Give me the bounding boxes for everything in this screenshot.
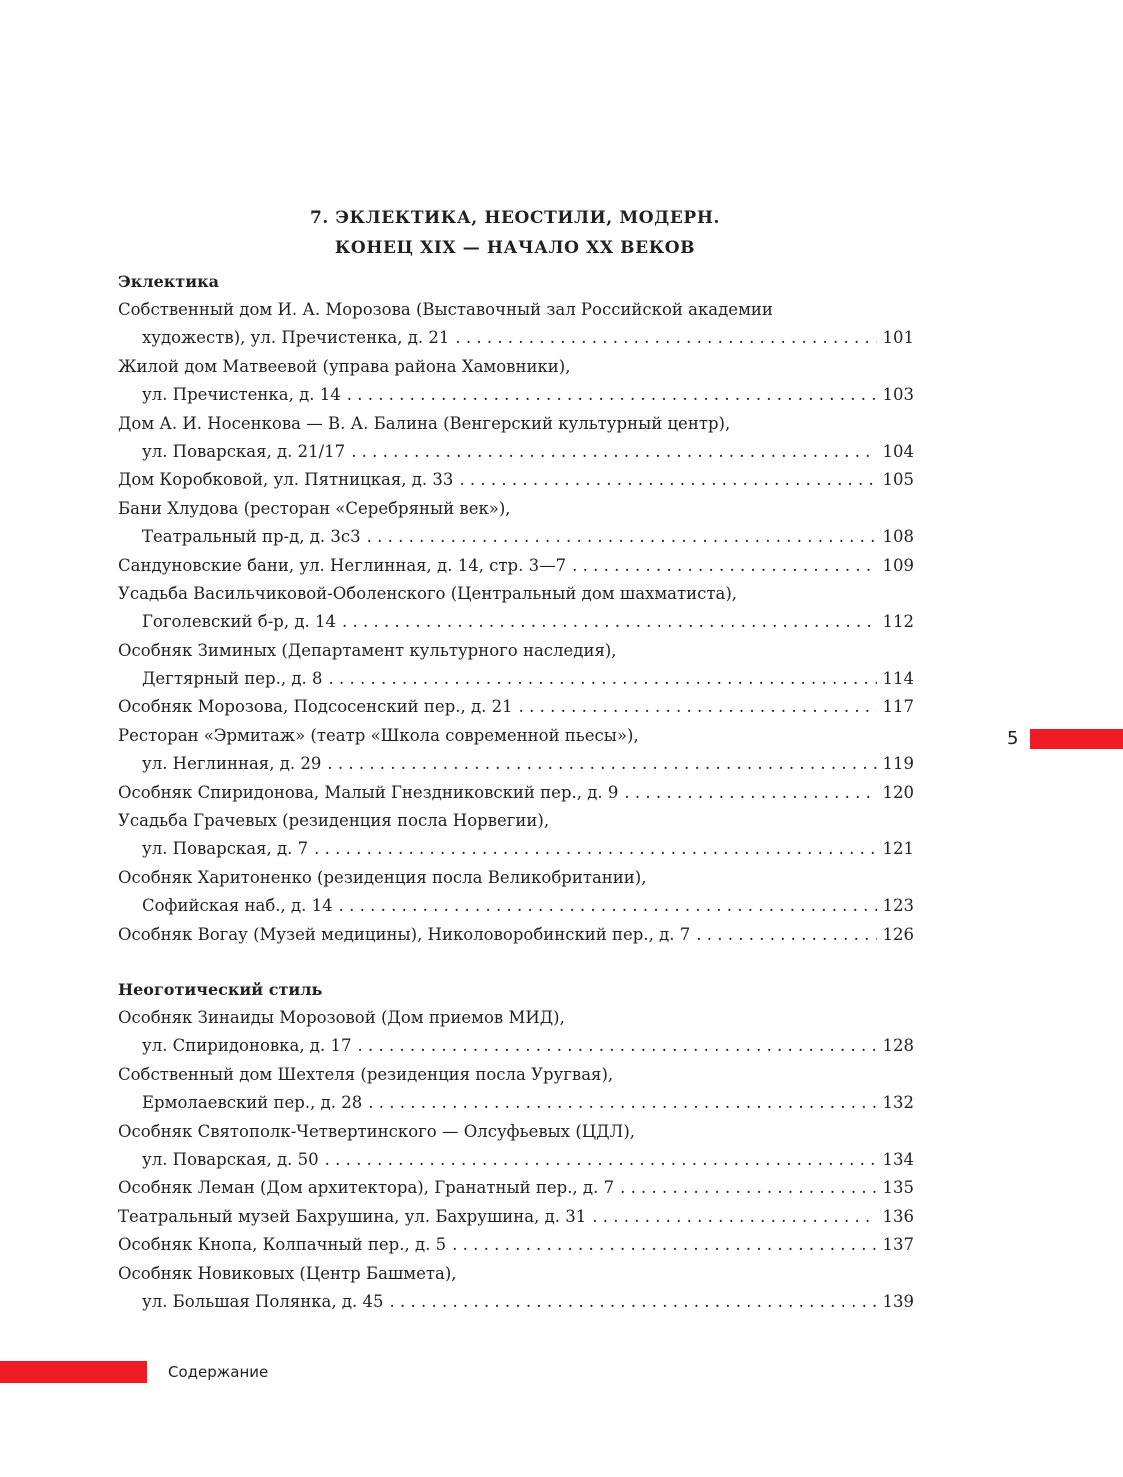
toc-entry-text: Особняк Спиридонова, Малый Гнездниковский пер., д. 9 [118,782,619,802]
toc-entry-title-line: Жилой дом Матвеевой (управа района Хамовники), [118,356,571,376]
toc-entry-leader-line [118,466,914,494]
dot-leader [367,523,877,551]
dot-leader [390,1288,877,1316]
chapter-title-line-1: 7. ЭКЛЕКТИКА, НЕОСТИЛИ, МОДЕРН. [309,208,721,228]
toc-entry-leader-line [118,892,914,920]
chapter-title [0,203,1030,263]
toc-entry-title-line: Бани Хлудова (ресторан «Серебряный век»), [118,498,511,518]
toc-entry[interactable] [118,1174,914,1202]
toc-entry-text: ул. Поварская, д. 21/17 [142,441,346,461]
toc-entry-title-line: Усадьба Васильчиковой-Оболенского (Центральный дом шахматиста), [118,583,738,603]
dot-leader [592,1203,876,1231]
dot-leader [329,665,877,693]
toc-entry-leader-line [118,1146,914,1174]
dot-leader [519,693,877,721]
toc-page-number: 117 [882,697,914,717]
toc-page-number: 121 [882,839,914,859]
dot-leader [368,1089,876,1117]
toc-entry[interactable] [118,296,914,353]
toc-entry[interactable] [118,921,914,949]
toc-page-number: 105 [882,470,914,490]
toc-entry-title-line: Собственный дом И. А. Морозова (Выставочный зал Российской академии [118,300,773,319]
toc-entry[interactable] [118,353,914,410]
toc-entry-leader-line [118,1288,914,1316]
chapter-title-line-2: КОНЕЦ XIX — НАЧАЛО XX ВЕКОВ [334,238,696,258]
toc-entry[interactable] [118,1118,914,1175]
toc-entry-title-line: Особняк Харитоненко (резиденция посла Великобритании), [118,867,647,887]
toc-entry-text: Особняк Морозова, Подсосенский пер., д. 21 [118,697,513,717]
dot-leader [455,324,876,352]
toc-page-number: 103 [882,385,914,405]
toc-entry-leader-line [118,552,914,580]
toc-page-number: 114 [882,669,914,689]
toc-entry[interactable] [118,1061,914,1118]
toc-entry-leader-line [118,779,914,807]
toc-page-number: 101 [882,328,914,348]
dot-leader [325,1146,877,1174]
dot-leader [357,1032,876,1060]
toc-entry[interactable] [118,1231,914,1259]
toc-entry[interactable] [118,637,914,694]
toc-entry[interactable] [118,580,914,637]
toc-entry-text: Сандуновские бани, ул. Неглинная, д. 14, стр. 3—7 [118,555,567,575]
toc-entry-leader-line [118,835,914,863]
dot-leader [624,779,876,807]
toc-entry-text: Особняк Вогау (Музей медицины), Николоворобинский пер., д. 7 [118,924,691,944]
toc-page-number: 120 [882,782,914,802]
toc-entry-leader-line [118,1032,914,1060]
dot-leader [572,552,876,580]
dot-leader [339,892,877,920]
toc-entry[interactable] [118,1203,914,1231]
toc-entry-leader-line [118,665,914,693]
toc-entry[interactable] [118,722,914,779]
toc-entry-text: Дом Коробковой, ул. Пятницкая, д. 33 [118,470,454,490]
toc-page-number: 136 [882,1206,914,1226]
toc-entry-leader-line [118,324,914,352]
dot-leader [459,466,876,494]
toc-page-number: 108 [882,527,914,547]
toc-entry[interactable] [118,693,914,721]
page-number: 5 [1007,728,1019,749]
toc-entry-leader-line [118,1231,914,1259]
toc-entry-text: художеств), ул. Пречистенка, д. 21 [142,328,450,348]
toc-entry-title-line: Особняк Зинаиды Морозовой (Дом приемов МИД), [118,1007,565,1027]
toc-page-number: 132 [882,1093,914,1113]
toc-page-number: 128 [882,1036,914,1056]
toc-page-number: 139 [882,1291,914,1311]
toc-entry-text: Особняк Леман (Дом архитектора), Гранатный пер., д. 7 [118,1178,615,1198]
toc-entry-title-line: Собственный дом Шехтеля (резиденция посла Уругвая), [118,1064,614,1084]
toc-entry[interactable] [118,779,914,807]
dot-leader [620,1174,876,1202]
toc-page-number: 134 [882,1149,914,1169]
toc-entry-text: Театральный пр-д, д. 3с3 [142,527,361,547]
toc-entry-text: Софийская наб., д. 14 [142,896,333,916]
toc-entry-title-line: Особняк Святополк-Четвертинского — Олсуфьевых (ЦДЛ), [118,1121,636,1141]
toc-entry[interactable] [118,410,914,467]
toc-page-number: 109 [882,555,914,575]
toc-entry-text: ул. Пречистенка, д. 14 [142,385,341,405]
toc-entry-text: Театральный музей Бахрушина, ул. Бахрушина, д. 31 [118,1206,587,1226]
section-heading: Неоготический стиль [118,979,323,999]
toc-section [118,976,914,1316]
toc-entry-title-line: Особняк Зиминых (Департамент культурного наследия), [118,640,617,660]
toc-section [118,268,914,949]
toc-entry-text: Дегтярный пер., д. 8 [142,669,323,689]
toc-entry[interactable] [118,864,914,921]
toc-entry-leader-line [118,1203,914,1231]
toc-entry-text: ул. Поварская, д. 50 [142,1149,319,1169]
toc-entry-text: ул. Спиридоновка, д. 17 [142,1036,352,1056]
toc-entry-text: ул. Большая Полянка, д. 45 [142,1291,384,1311]
table-of-contents [118,268,914,1316]
toc-entry-title-line: Ресторан «Эрмитаж» (театр «Школа современной пьесы»), [118,725,639,745]
toc-entry-leader-line [118,1089,914,1117]
toc-page-number: 137 [882,1235,914,1255]
dot-leader [347,381,877,409]
toc-page-number: 123 [882,896,914,916]
dot-leader [314,835,876,863]
toc-page-number: 126 [882,924,914,944]
toc-page-number: 112 [882,612,914,632]
toc-page-number: 104 [882,441,914,461]
toc-entry[interactable] [118,552,914,580]
toc-entry-leader-line [118,921,914,949]
toc-entry-leader-line [118,438,914,466]
toc-entry-title-line: Дом А. И. Носенкова — В. А. Балина (Венгерский культурный центр), [118,413,731,433]
toc-entry-text: Особняк Кнопа, Колпачный пер., д. 5 [118,1235,447,1255]
toc-entry-text: ул. Поварская, д. 7 [142,839,309,859]
toc-entry[interactable] [118,495,914,552]
dot-leader [696,921,876,949]
toc-page-number: 119 [882,754,914,774]
toc-entry-leader-line [118,381,914,409]
toc-page-number: 135 [882,1178,914,1198]
toc-entry-title-line: Особняк Новиковых (Центр Башмета), [118,1263,457,1283]
section-heading: Эклектика [118,272,219,291]
toc-entry-leader-line [118,608,914,636]
toc-entry-leader-line [118,523,914,551]
dot-leader [351,438,876,466]
dot-leader [342,608,877,636]
toc-entry-leader-line [118,750,914,778]
footer-section-label: Содержание [168,1363,269,1381]
red-page-tab-right [1030,729,1123,749]
toc-entry-text: Гоголевский б-р, д. 14 [142,612,336,632]
toc-entry-leader-line [118,1174,914,1202]
red-page-tab-left [0,1361,147,1383]
toc-entry-text: ул. Неглинная, д. 29 [142,754,322,774]
toc-entry-text: Ермолаевский пер., д. 28 [142,1093,363,1113]
toc-entry-title-line: Усадьба Грачевых (резиденция посла Норвегии), [118,811,550,831]
toc-entry-leader-line [118,693,914,721]
toc-entry[interactable] [118,466,914,494]
toc-entry[interactable] [118,1004,914,1061]
dot-leader [327,750,876,778]
toc-entry[interactable] [118,1260,914,1317]
toc-entry[interactable] [118,807,914,864]
dot-leader [452,1231,876,1259]
